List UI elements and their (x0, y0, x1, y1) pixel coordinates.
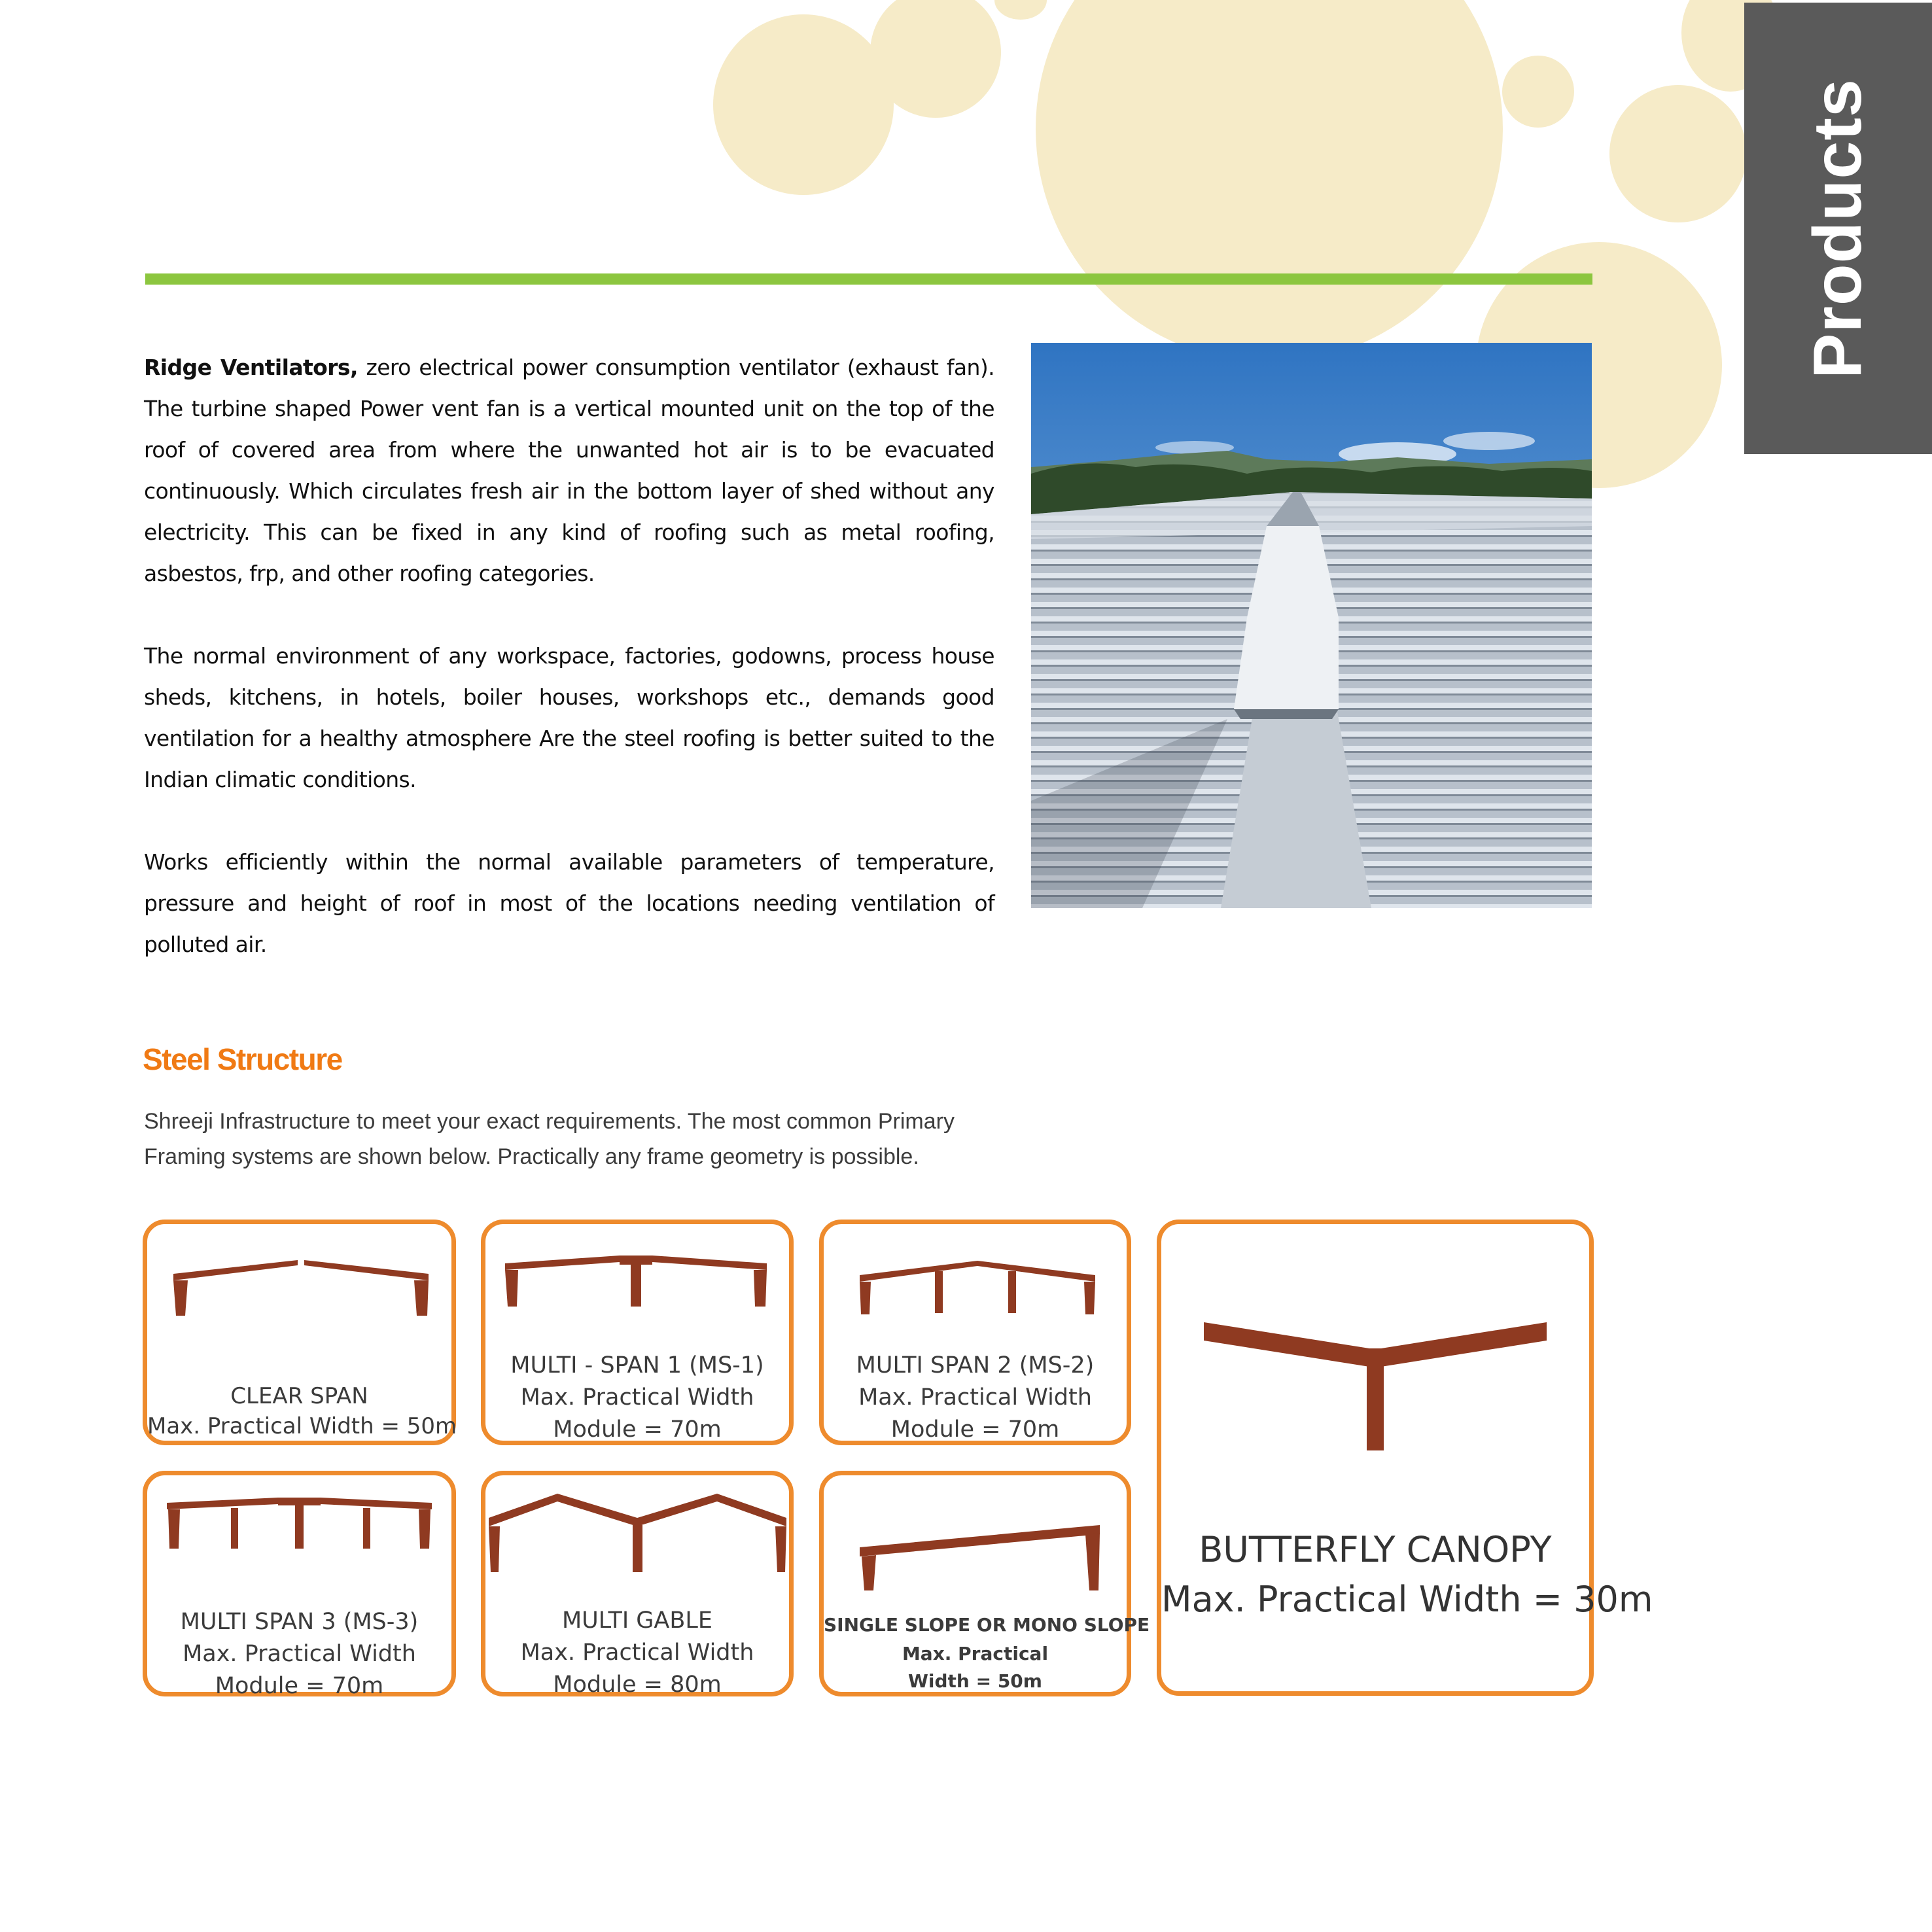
green-divider (145, 273, 1592, 285)
intro-heading: Ridge Ventilators, (144, 355, 358, 380)
single-slope-width-label: Max. Practical (902, 1643, 1049, 1664)
decor-circle (1502, 56, 1574, 128)
ms1-title: MULTI - SPAN 1 (MS-1) (510, 1352, 764, 1379)
steel-structure-desc-line2: Framing systems are shown below. Practically any frame geometry is possible. (144, 1144, 919, 1169)
frame-card-multi-span-2 (819, 1220, 1131, 1445)
ms3-title: MULTI SPAN 3 (MS-3) (180, 1609, 419, 1635)
steel-structure-title: Steel Structure (143, 1042, 342, 1076)
frame-card-multi-span-3 (143, 1471, 456, 1699)
clear-span-width: Max. Practical Width = 50m (147, 1413, 457, 1439)
ms1-module: Module = 70m (553, 1416, 722, 1443)
clear-span-title: CLEAR SPAN (230, 1383, 368, 1409)
butterfly-title: BUTTERFLY CANOPY (1199, 1529, 1552, 1570)
multi-gable-width-label: Max. Practical Width (520, 1640, 754, 1666)
ridge-ventilators-intro (144, 347, 994, 1006)
decor-circle (713, 14, 894, 195)
products-label: Products (1800, 78, 1876, 379)
ms3-width-label: Max. Practical Width (183, 1641, 416, 1667)
ridge-ventilator-photo (1031, 343, 1592, 908)
steel-structure-desc-line1: Shreeji Infrastructure to meet your exact requirements. The most common Primary (144, 1109, 955, 1134)
multi-gable-title: MULTI GABLE (561, 1607, 712, 1634)
single-slope-width: Width = 50m (908, 1670, 1042, 1692)
products-side-tab-label (1744, 3, 1932, 454)
ms2-title: MULTI SPAN 2 (MS-2) (856, 1352, 1095, 1379)
single-slope-title: SINGLE SLOPE OR MONO SLOPE (824, 1614, 1150, 1636)
decor-circle (1036, 0, 1503, 362)
frame-card-multi-gable (481, 1471, 794, 1696)
steel-structure-description (144, 1104, 1060, 1174)
decor-circle (994, 0, 1047, 20)
ms3-module: Module = 70m (215, 1673, 384, 1699)
decor-circle (1609, 85, 1747, 222)
ms1-width-label: Max. Practical Width (520, 1384, 754, 1411)
intro-paragraph-2: The normal environment of any workspace, factories, godowns, process house sheds, kitchens, in hotels, boiler houses, workshops etc., demands good ventilation for a healthy atmosphere Are the steel roofing is better suited to the Indian climatic conditions. (144, 643, 994, 792)
frame-card-multi-span-1 (481, 1220, 794, 1445)
intro-paragraph-1 (144, 347, 994, 594)
butterfly-width: Max. Practical Width = 30m (1161, 1579, 1653, 1620)
ms2-module: Module = 70m (890, 1416, 1060, 1443)
frame-card-butterfly-canopy (1157, 1220, 1653, 1696)
multi-gable-module: Module = 80m (553, 1672, 722, 1698)
intro-paragraph-3: Works efficiently within the normal available parameters of temperature, pressure and height of roof in most of the locations needing ventilation of polluted air. (144, 849, 994, 957)
ms2-width-label: Max. Practical Width (858, 1384, 1092, 1411)
intro-paragraph-1-text: zero electrical power consumption ventilator (exhaust fan). The turbine shaped Power vent fan is a vertical mounted unit on the top of the roof of covered area from where the unwanted hot air is to be evacuated continuously. Which circulates fresh air in the bottom layer of shed without any electricity. This can be fixed in any kind of roofing such as metal roofing, asbestos, frp, and other roofing categories. (144, 355, 994, 586)
frame-card-single-slope (819, 1471, 1150, 1696)
frame-card-clear-span (143, 1220, 456, 1445)
